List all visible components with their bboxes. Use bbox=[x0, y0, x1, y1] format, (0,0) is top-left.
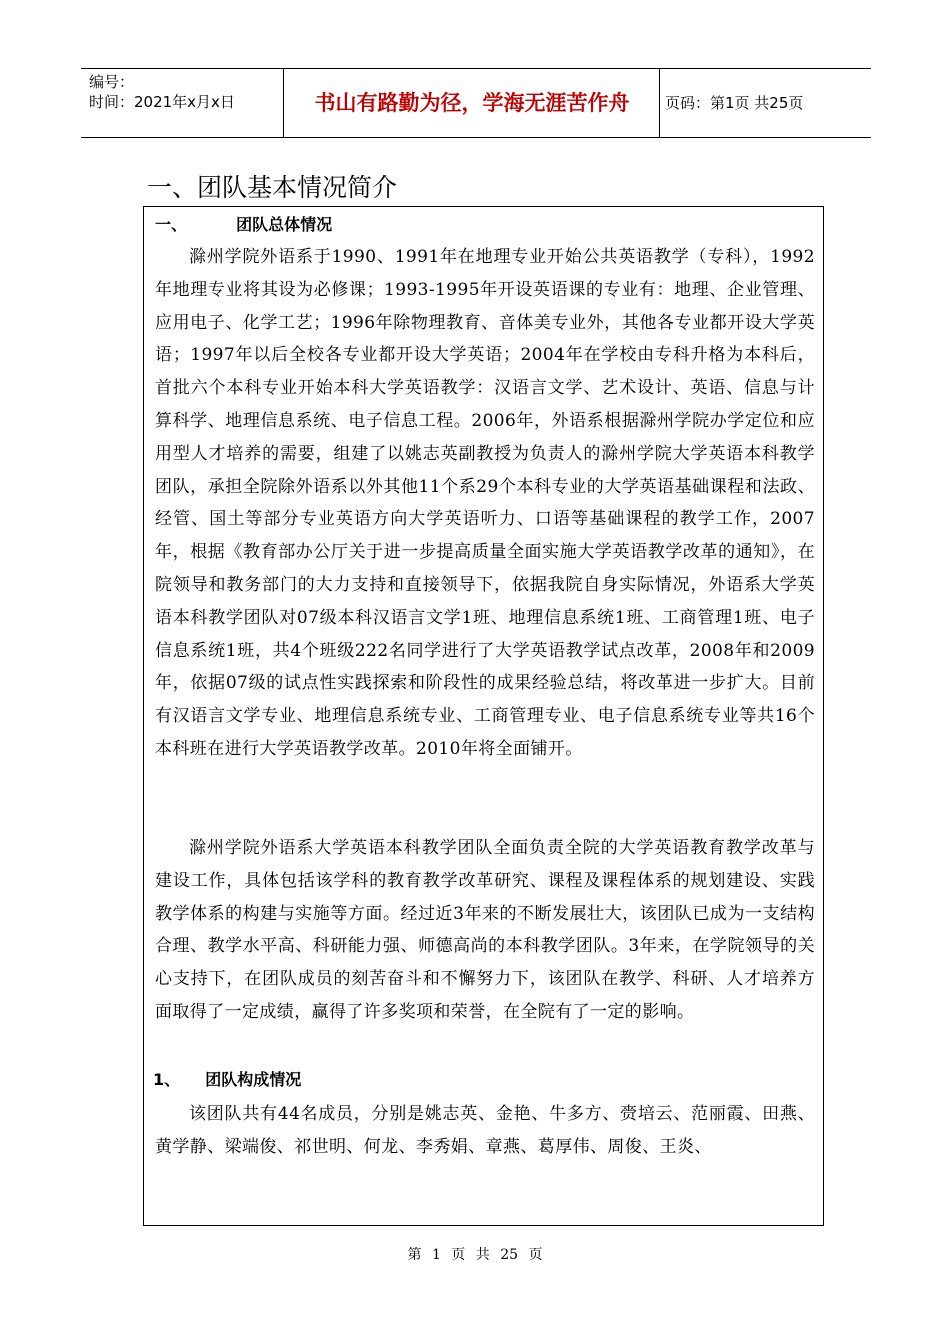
section-title: 一、团队基本情况简介 bbox=[147, 173, 398, 202]
number-label: 编号： bbox=[89, 73, 135, 91]
date-label: 时间：2021年x月x日 bbox=[89, 93, 235, 111]
header-motto: 书山有路勤为径，学海无涯苦作舟 bbox=[314, 91, 630, 115]
subsection-overall-title: 团队总体情况 bbox=[236, 215, 333, 234]
header-meta bbox=[89, 72, 235, 112]
page-header bbox=[81, 68, 871, 138]
header-divider-right bbox=[659, 69, 660, 137]
subsection-overall bbox=[155, 213, 332, 237]
subsection-composition-title: 团队构成情况 bbox=[205, 1070, 302, 1089]
paragraph-members: 该团队共有44名成员，分别是姚志英、金艳、牛多方、赍培云、范丽霞、田燕、黄学静、梁端俊、祁世明、何龙、李秀娟、章燕、葛厚伟、周俊、王炎、 bbox=[155, 1104, 815, 1157]
subsection-composition bbox=[153, 1068, 301, 1092]
header-page-indicator: 页码：第1页 共25页 bbox=[665, 94, 804, 112]
paragraph-history: 滁州学院外语系于1990、1991年在地理专业开始公共英语教学（专科），1992年地理专业将其设为必修课；1993-1995年开设英语课的专业有：地理、企业管理、应用电子、化学工艺；1996年除物理教育、音体美专业外，其他各专业都开设大学英语；1997年以后全校各专业都开设大学英语；2004年在学校由专科升格为本科后，首批六个本科专业开始本科大学英语教学：汉语言文学、艺术设计、英语、信息与计算科学、地理信息系统、电子信息工程。2006年，外语系根据滁州学院办学定位和应用型人才培养的需要，组建了以姚志英副教授为负责人的滁州学院大学英语本科教学团队，承担全院除外语系以外其他11个系29个本科专业的大学英语基础课程和法政、经管、国土等部分专业英语方向大学英语听力、口语等基础课程的教学工作，2007年，根据《教育部办公厅关于进一步提高质量全面实施大学英语教学改革的通知》，在院领导和教务部门的大力支持和直接领导下，依据我院自身实际情况，外语系大学英语本科教学团队对07级本科汉语言文学1班、地理信息系统1班、工商管理1班、电子信息系统1班，共4个班级222名同学进行了大学英语教学试点改革，2008年和2009年，依据07级的试点性实践探索和阶段性的成果经验总结，将改革进一步扩大。目前有汉语言文学专业、地理信息系统专业、工商管理专业、电子信息系统专业等共16个本科班在进行大学英语教学改革。2010年将全面铺开。 bbox=[155, 247, 815, 759]
subsection-overall-number: 一、 bbox=[155, 215, 188, 234]
paragraph-responsibility: 滁州学院外语系大学英语本科教学团队全面负责全院的大学英语教育教学改革与建设工作，具体包括该学科的教育教学改革研究、课程及课程体系的规划建设、实践教学体系的构建与实施等方面。经过近3年来的不断发展壮大，该团队已成为一支结构合理、教学水平高、科研能力强、师德高尚的本科教学团队。3年来，在学院领导的关心支持下，在团队成员的刻苦奋斗和不懈努力下，该团队在教学、科研、人才培养方面取得了一定成绩，赢得了许多奖项和荣誉，在全院有了一定的影响。 bbox=[155, 838, 815, 1022]
content-box bbox=[143, 206, 824, 1226]
subsection-composition-number: 1、 bbox=[153, 1070, 181, 1089]
page-footer: 第 1 页 共 25 页 bbox=[407, 1247, 543, 1263]
